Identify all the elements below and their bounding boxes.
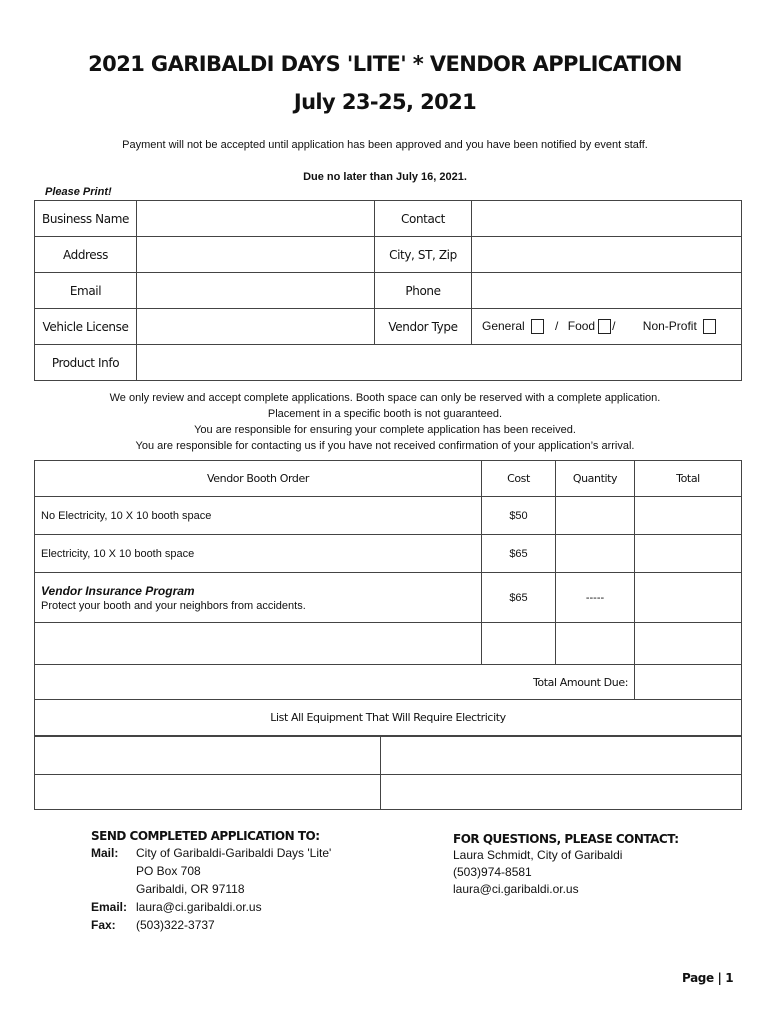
contact-field[interactable]: [472, 201, 742, 237]
insurance-item: [35, 573, 482, 623]
table-row: [35, 535, 742, 573]
email-address: laura@ci.garibaldi.or.us: [136, 900, 262, 914]
vendor-type-nonprofit-label: Non-Profit: [642, 318, 697, 333]
contact-email: laura@ci.garibaldi.or.us: [453, 882, 579, 896]
questions-section: [453, 832, 679, 898]
page-number: Page | 1: [682, 971, 734, 985]
vendor-type-general-label: General: [482, 318, 525, 333]
table-row: [35, 497, 742, 535]
blank-quantity-field[interactable]: [556, 623, 635, 665]
booth-order-table: [34, 460, 742, 736]
item-cost: $65: [482, 573, 556, 623]
city-st-zip-label: City, ST, Zip: [375, 237, 472, 273]
phone-field[interactable]: [472, 273, 742, 309]
email-contact-label: Email:: [91, 900, 128, 914]
total-amount-due-label: Total Amount Due:: [35, 665, 635, 700]
fax-label: Fax:: [91, 918, 116, 932]
business-name-field[interactable]: [137, 201, 375, 237]
business-name-label: Business Name: [35, 201, 137, 237]
table-row: [35, 665, 742, 700]
contact-name: Laura Schmidt, City of Garibaldi: [453, 848, 623, 862]
blank-cost-field[interactable]: [482, 623, 556, 665]
address-field[interactable]: [137, 237, 375, 273]
note-line: Placement in a specific booth is not guaranteed.: [267, 408, 503, 420]
mail-address-line: City of Garibaldi-Garibaldi Days 'Lite': [136, 846, 332, 860]
vendor-type-separator: /: [555, 318, 559, 333]
vendor-type-nonprofit-checkbox[interactable]: [703, 319, 716, 334]
vehicle-license-field[interactable]: [137, 309, 375, 345]
vendor-type-options: [472, 309, 742, 345]
phone-label: Phone: [375, 273, 472, 309]
city-st-zip-field[interactable]: [472, 237, 742, 273]
total-field[interactable]: [635, 497, 742, 535]
note-line: You are responsible for contacting us if you have not received confirmation of your application’s arrival.: [135, 440, 635, 452]
fax-number: (503)322-3737: [136, 918, 215, 932]
insurance-quantity: -----: [556, 573, 635, 623]
item-cost: $50: [482, 497, 556, 535]
total-amount-due-field[interactable]: [635, 665, 742, 700]
send-heading: SEND COMPLETED APPLICATION TO:: [91, 829, 320, 843]
mail-address-line: Garibaldi, OR 97118: [136, 882, 245, 896]
blank-total-field[interactable]: [635, 623, 742, 665]
product-info-field[interactable]: [137, 345, 742, 381]
item-description: Electricity, 10 X 10 booth space: [35, 535, 482, 573]
note-line: We only review and accept complete applications. Booth space can only be reserved with a complete application.: [109, 392, 661, 404]
email-label: Email: [35, 273, 137, 309]
insurance-description: Protect your booth and your neighbors from accidents.: [41, 599, 306, 612]
item-description: No Electricity, 10 X 10 booth space: [35, 497, 482, 535]
item-cost: $65: [482, 535, 556, 573]
contact-label: Contact: [375, 201, 472, 237]
equipment-field[interactable]: [381, 737, 742, 775]
equipment-field[interactable]: [381, 775, 742, 810]
send-application-section: [91, 829, 331, 934]
please-print-note: Please Print!: [45, 186, 112, 198]
insurance-title: Vendor Insurance Program: [41, 583, 195, 598]
note-line: You are responsible for ensuring your complete application has been received.: [194, 424, 576, 436]
payment-note: Payment will not be accepted until application has been approved and you have been notified by event staff.: [122, 139, 648, 151]
quantity-field[interactable]: [556, 497, 635, 535]
item-header: Vendor Booth Order: [35, 461, 482, 497]
quantity-field[interactable]: [556, 535, 635, 573]
vendor-type-general-checkbox[interactable]: [531, 319, 544, 334]
equipment-field[interactable]: [35, 737, 381, 775]
product-info-label: Product Info: [35, 345, 137, 381]
vendor-type-separator: /: [612, 318, 616, 333]
table-row: [35, 573, 742, 623]
table-row: [35, 623, 742, 665]
mail-label: Mail:: [91, 846, 119, 860]
due-date-note: Due no later than July 16, 2021.: [303, 171, 467, 183]
vendor-type-food-checkbox[interactable]: [598, 319, 611, 334]
vendor-info-form: [34, 200, 742, 381]
application-notes: [0, 390, 770, 454]
total-field[interactable]: [635, 573, 742, 623]
blank-item-field[interactable]: [35, 623, 482, 665]
vendor-type-label: Vendor Type: [375, 309, 472, 345]
equipment-header: List All Equipment That Will Require Electricity: [35, 700, 742, 736]
equipment-table: [34, 736, 742, 810]
email-field[interactable]: [137, 273, 375, 309]
address-label: Address: [35, 237, 137, 273]
total-field[interactable]: [635, 535, 742, 573]
vehicle-license-label: Vehicle License: [35, 309, 137, 345]
equipment-field[interactable]: [35, 775, 381, 810]
quantity-header: Quantity: [556, 461, 635, 497]
cost-header: Cost: [482, 461, 556, 497]
event-dates: July 23-25, 2021: [293, 90, 477, 114]
page-title: 2021 GARIBALDI DAYS 'LITE' * VENDOR APPLICATION: [88, 52, 682, 76]
mail-address-line: PO Box 708: [136, 864, 201, 878]
questions-heading: FOR QUESTIONS, PLEASE CONTACT:: [453, 832, 679, 846]
contact-phone: (503)974-8581: [453, 865, 532, 879]
total-header: Total: [635, 461, 742, 497]
vendor-type-food-label: Food: [567, 318, 596, 333]
